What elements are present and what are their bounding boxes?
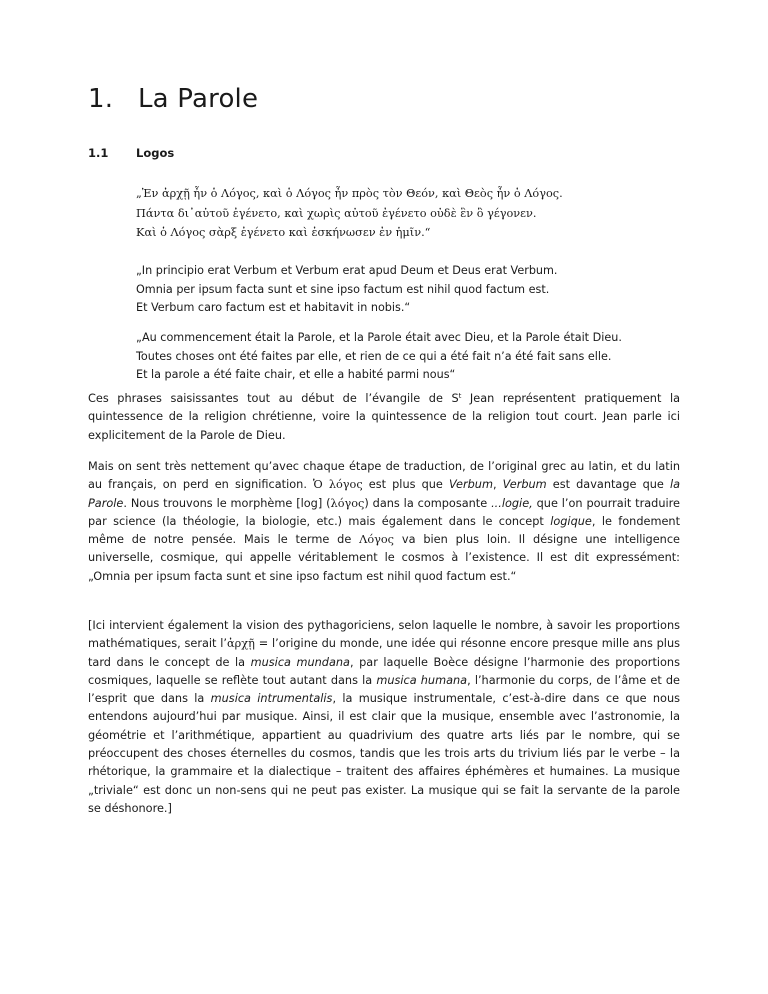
greek-quote-line: „Ἐν ἀρχῇ ἦν ὁ Λόγος, καὶ ὁ Λόγος ἦν πρὸς τὸν Θεόν, καὶ Θεὸς ἦν ὁ Λόγος. xyxy=(136,187,563,200)
text-run: va bien plus loin. Il désigne une intelligence universelle, cosmique, qui appelle véritablement le cosmos à l’existence. Il est dit expressément: „Omnia per ipsum facta sunt et sine ipso factum est nihil quod factum est.“ xyxy=(88,533,680,583)
section-number: 1.1 xyxy=(88,146,109,160)
text-run: Jean représentent pratiquement la quintessence de la religion chrétienne, voire la quintessence de la religion tout court. Jean parle ici explicitement de la Parole de Dieu. xyxy=(88,392,680,442)
text-run: Mais on sent très nettement qu’avec chaque étape de traduction, de l’original grec au latin, et du latin au français, on perd en signification. xyxy=(88,460,680,492)
greek-term: λόγος xyxy=(330,496,365,510)
text-run: que l’on pourrait traduire par science (la théologie, la biologie, etc.) mais également dans le concept xyxy=(88,496,680,528)
greek-quote-line: Καὶ ὁ Λόγος σὰρξ ἐγένετο καὶ ἐσκήνωσεν ἐν ἡμῖν.“ xyxy=(136,226,431,239)
paragraph-intro xyxy=(88,390,680,445)
text-run: [Ici intervient également la vision des pythagoriciens, selon laquelle le nombre, à savoir les proportions mathématiques, serait l’ xyxy=(88,619,680,651)
text-run: , l’harmonie du corps, de l’âme et de l’esprit que dans la xyxy=(88,673,681,706)
italic-term: Verbum xyxy=(448,478,493,492)
latin-quote-line: Omnia per ipsum facta sunt et sine ipso factum est nihil quod factum est. xyxy=(136,282,550,296)
paragraph-pythagoreans xyxy=(88,617,680,818)
text-run: , par laquelle Boèce désigne l’harmonie des proportions cosmiques, laquelle se reflète tout autant dans la xyxy=(88,655,680,687)
latin-quote-line: „In principio erat Verbum et Verbum erat apud Deum et Deus erat Verbum. xyxy=(136,264,558,277)
latin-quote-line: Et Verbum caro factum est et habitavit in nobis.“ xyxy=(136,301,411,314)
latin-quote xyxy=(136,262,696,318)
text-run: est plus que xyxy=(362,478,449,492)
chapter-title: La Parole xyxy=(138,84,259,114)
chapter-number: 1. xyxy=(88,84,114,114)
text-run: . Nous trouvons le morphème [log] ( xyxy=(123,496,331,510)
paragraph-translation xyxy=(88,458,680,586)
text-run: ) dans la composante xyxy=(364,496,492,510)
italic-term: musica humana xyxy=(376,673,468,687)
text-run: , la musique instrumentale, c’est-à-dire dans ce que nous entendons aujourd’hui par musique. Ainsi, il est clair que la musique, ensemble avec l’astronomie, la géométrie et l’arithmétique, appartient au quadrivium des quatre arts liés par le nombre, qui se préoccupent des choses éternelles du cosmos, tandis que les trois arts du trivium liés par le verbe – la rhétorique, la grammaire et la dialectique – traitent des affaires éphémères et humaines. La musique „triviale“ est donc un non-sens qui ne peut pas exister. La musique qui se fait la servante de la parole se déshonore.] xyxy=(88,692,681,815)
italic-term: musica mundana xyxy=(250,655,350,669)
text-run: est davantage que xyxy=(546,478,670,492)
italic-term: la Parole xyxy=(88,478,681,510)
french-quote-line: Et la parole a été faite chair, et elle a habité parmi nous“ xyxy=(136,368,456,381)
greek-quote xyxy=(136,184,696,243)
greek-term: ἀρχῇ xyxy=(227,637,255,651)
greek-quote-line: Πάντα δι᾽αὐτοῦ ἐγένετο, καὶ χωρὶς αὐτοῦ ἐγένετο οὐδὲ ἓν ὃ γέγονεν. xyxy=(136,206,537,220)
french-quote-line: Toutes choses ont été faites par elle, et rien de ce qui a été fait n’a été fait sans elle. xyxy=(136,349,612,363)
section-title: Logos xyxy=(136,146,175,160)
french-quote-line: „Au commencement était la Parole, et la Parole était avec Dieu, et la Parole était Dieu. xyxy=(136,331,622,344)
text-run: , xyxy=(492,478,503,492)
greek-term: Ὁ λόγος xyxy=(313,478,363,492)
text-run: = l’origine du monde, une idée qui résonne encore presque mille ans plus tard dans le concept de la xyxy=(88,637,680,669)
italic-term: musica intrumentalis xyxy=(210,692,333,706)
italic-term: ...logie, xyxy=(491,496,533,510)
text-run: , le fondement même de notre pensée. Mais le terme de xyxy=(88,514,680,547)
french-quote xyxy=(136,329,696,385)
greek-term: Λόγος xyxy=(359,533,395,547)
text-run: Ces phrases saisissantes tout au début de l’évangile de S xyxy=(88,392,459,405)
italic-term: logique xyxy=(550,514,592,528)
superscript: t xyxy=(458,392,462,400)
italic-term: Verbum xyxy=(502,478,547,492)
